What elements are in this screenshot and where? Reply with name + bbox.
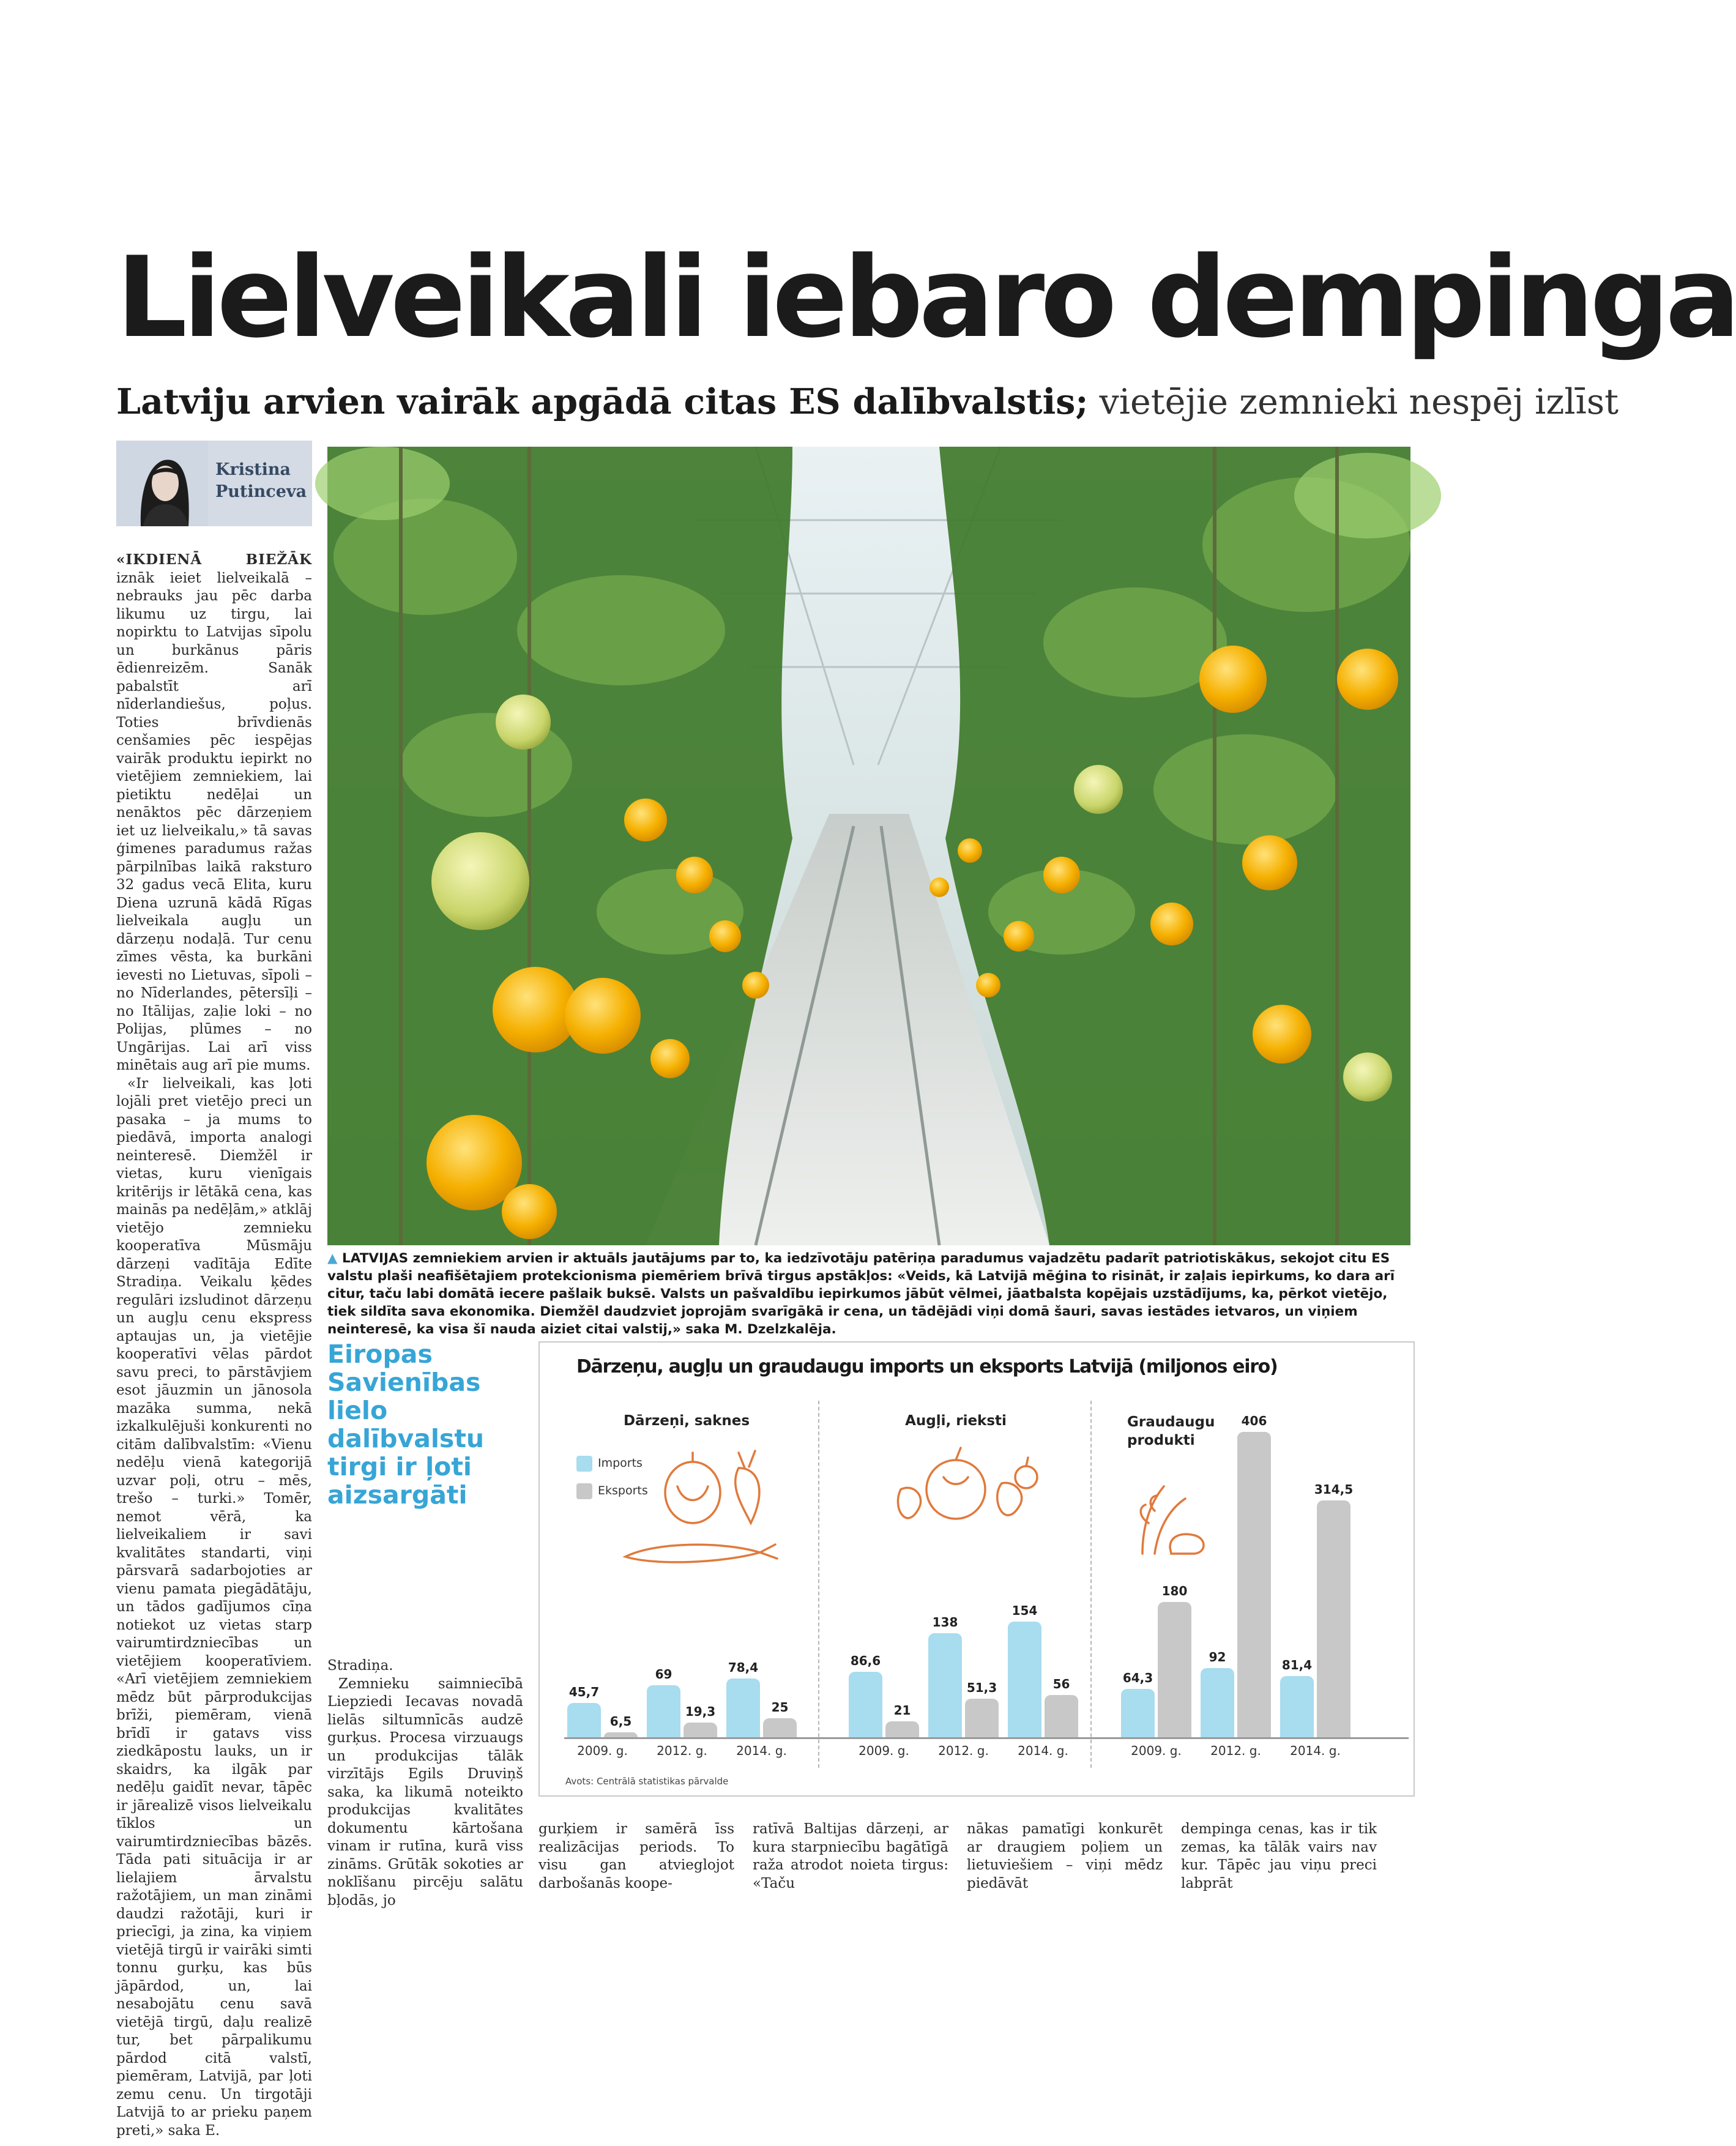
chart-source: Avots: Centrālā statistikas pārvalde <box>565 1776 729 1787</box>
year-tick-label: 2014. g. <box>1290 1743 1341 1758</box>
article-column-5: nākas pamatīgi konkurēt ar draugiem poļiem un lietuviešiem – viņi mēdz piedāvāt <box>967 1821 1163 1891</box>
export-value-label: 314,5 <box>1314 1482 1354 1497</box>
export-value-label: 6,5 <box>609 1714 632 1729</box>
year-tick-label: 2012. g. <box>938 1743 989 1758</box>
article-column-1 <box>116 551 313 2139</box>
legend-exports-label: Eksports <box>598 1484 648 1497</box>
export-bar <box>684 1723 717 1737</box>
import-value-label: 81,4 <box>1281 1657 1313 1672</box>
group-divider <box>1090 1401 1092 1768</box>
lead-in: «IKDIENĀ BIEŽĀK <box>116 551 312 568</box>
article-column-3: gurķiem ir samērā īss realizācijas periods. To visu gan atvieglojot darbošanās koope- <box>538 1821 734 1891</box>
import-export-chart <box>538 1341 1415 1797</box>
import-value-label: 86,6 <box>850 1653 881 1669</box>
export-value-label: 25 <box>771 1700 789 1715</box>
paragraph <box>116 551 312 1075</box>
greenhouse-photo <box>327 447 1410 1245</box>
caption-lead: LATVIJAS <box>342 1251 409 1266</box>
legend-imports-swatch <box>576 1456 592 1472</box>
import-value-label: 45,7 <box>568 1684 600 1699</box>
group-title-fruits: Augļi, rieksti <box>905 1413 1007 1429</box>
article-column-6: dempinga cenas, kas ir tik zemas, ka tālāk vairs nav kur. Tāpēc jau viņu preci labprāt <box>1181 1821 1377 1891</box>
paragraph: Zemnieku saimniecībā Liepziedi Iecavas novadā lielās siltumnīcās audzē gurķus. Procesa virzuaugs un produkcijas tālāk virzītājs Egils Druviņš saka, ka likumā noteikto produkcijas kvalitātes dokumentu kārtošana vinam ir rutīna, kurā viss zināms. Grūtāk sokoties ar noklīšanu pircēju salātu bļodās, jo <box>327 1675 523 1909</box>
year-tick-label: 2014. g. <box>736 1743 787 1758</box>
import-value-label: 64,3 <box>1122 1670 1153 1685</box>
export-bar <box>885 1721 919 1737</box>
export-bar <box>604 1732 638 1737</box>
author-photo <box>116 441 208 526</box>
article-column-2 <box>327 1657 523 1909</box>
group-title-grains: Graudaugu produkti <box>1127 1414 1215 1448</box>
export-bar <box>1045 1695 1078 1737</box>
export-value-label: 19,3 <box>685 1704 716 1719</box>
import-value-label: 154 <box>1011 1603 1038 1618</box>
subhead-light: vietējie zemnieki nespēj izlīst <box>1099 382 1619 422</box>
year-tick-label: 2012. g. <box>1210 1743 1261 1758</box>
export-value-label: 406 <box>1241 1413 1267 1428</box>
pull-quote: Eiropas Savienības lielo dalībvalstu tirgi ir ļoti aizsargāti <box>327 1339 485 1510</box>
fruits-icon <box>882 1440 1048 1544</box>
import-value-label: 92 <box>1209 1649 1226 1664</box>
year-tick-label: 2012. g. <box>657 1743 707 1758</box>
import-bar <box>1280 1676 1314 1737</box>
grains-icon <box>1127 1480 1213 1566</box>
import-value-label: 78,4 <box>728 1660 759 1675</box>
export-bar <box>965 1699 999 1737</box>
author-byline <box>116 441 312 526</box>
photo-caption <box>327 1250 1410 1338</box>
year-tick-label: 2009. g. <box>1131 1743 1182 1758</box>
paragraph: «Ir lielveikali, kas ļoti lojāli pret vietējo preci un pasaka – ja mums to piedāvā, importa analogi neinteresē. Diemžēl ir vietas, kuru vienīgais kritērijs ir lētākā cena, kas mainās pa nedēļām,» atklāj vietējo zemnieku kooperatīva Mūsmāju dārzeņi vadītāja Edīte Stradiņa. Veikalu ķēdes regulāri izsludinot dārzeņu un augļu cenu ekspress aptaujas un, ja vietējie kooperatīvi vēlas pārdot savu preci, to pārstāvjiem esot jāuzmin un jānosola mazāka summa, nekā izkalkulējuši konkurenti no citām dalībvalstīm: «Vienu nedēļu vienā kategorijā uzvar poļi, otru – mēs, trešo – turki.» Tomēr, nemot vērā, ka lielveikaliem ir savi kvalitātes standarti, viņi pārsvarā sadarbojoties ar vienu pamata piegādātāju, un tādos gadījumos cīņa notiekot uz vietas starp vairumtirdzniecības un vietējiem kooperatīviem. «Arī vietējiem zemniekiem mēdz būt pārprodukcijas brīži, piemēram, vienā brīdī ir gatavs viss ziedkāpostu lauks, un ir skaidrs, ka ilgāk par nedēļu gaidīt nevar, tāpēc ir jārealizē visos lielveikalu tīklos un vairumtirdzniecības bāzēs. Tāda pati situācija ir ar lielajiem ārvalstu ražotājiem, un man zināmi daudzi ražotāji, kuri ir priecīgi, ja zina, ka viņiem vietējā tirgū ir vairāki simti tonnu gurķu, kas būs jāpārdod, un, lai nesabojātu cenu savā vietējā tirgū, daļu realizē tur, bet pārpalikumu pārdod citā valstī, piemēram, Latvijā, par ļoti zemu cenu. Un tirgotāji Latvijā to ar prieku paņem preti,» saka E. <box>116 1075 313 2139</box>
vegetables-icon <box>619 1450 791 1572</box>
export-bar <box>1237 1432 1271 1737</box>
export-value-label: 21 <box>893 1703 911 1718</box>
caption-triangle-icon: ▲ <box>327 1251 338 1266</box>
chart-baseline <box>564 1737 1409 1739</box>
chart-title: Dārzeņu, augļu un graudaugu imports un eksports Latvijā (miljonos eiro) <box>576 1356 1278 1377</box>
author-first-name: Kristina <box>215 460 291 479</box>
year-tick-label: 2014. g. <box>1018 1743 1068 1758</box>
author-last-name: Putinceva <box>215 482 307 501</box>
legend-exports-swatch <box>576 1483 592 1499</box>
author-name <box>215 459 313 503</box>
import-bar <box>1121 1689 1155 1737</box>
year-tick-label: 2009. g. <box>577 1743 628 1758</box>
subhead-bold: Latviju arvien vairāk apgādā citas ES dalībvalstis; <box>116 381 1089 422</box>
paragraph-text: iznāk ieiet lielveikalā – nebrauks jau pēc darba likumu uz tirgu, lai nopirktu to Latvijas sīpolu un burkānus pāris ēdienreizēm. Sanāk pabalstīt arī nīderlandiešus, poļus. Toties brīvdienās cenšamies pēc iespējas vairāk produktu iepirkt no vietējiem zemniekiem, lai pietiktu nedēļai un nenāktos pēc dārzeņiem iet uz lielveikalu,» tā savas ģimenes paradumus ražas pārpilnības laikā raksturo 32 gadus vecā Elita, kuru Diena uzrunā kādā Rīgas lielveikala augļu un dārzeņu nodaļā. Tur cenu zīmes vēsta, ka burkāni ievesti no Lietuvas, sīpoli – no Nīderlandes, pētersīļi – no Itālijas, zaļie loki – no Polijas, plūmes – no Ungārijas. Lai arī viss minētais aug arī pie mums. <box>116 570 312 1073</box>
import-value-label: 138 <box>932 1615 958 1630</box>
import-value-label: 69 <box>655 1667 672 1682</box>
import-bar <box>1201 1668 1234 1737</box>
year-tick-label: 2009. g. <box>859 1743 909 1758</box>
export-value-label: 56 <box>1052 1677 1070 1692</box>
export-bar <box>1158 1602 1191 1737</box>
subheadline <box>116 381 1619 422</box>
headline: Lielveikali iebaro dempinga <box>116 233 1736 362</box>
export-value-label: 180 <box>1161 1583 1188 1598</box>
export-bar <box>1317 1500 1350 1737</box>
legend-imports-label: Imports <box>598 1456 643 1470</box>
paragraph: Stradiņa. <box>327 1658 393 1674</box>
group-divider <box>818 1401 819 1768</box>
article-column-4: ratīvā Baltijas dārzeņi, ar kura starpniecību bagātīgā raža atrodot noieta tirgus: «Taču <box>753 1821 948 1891</box>
group-title-vegetables: Dārzeņi, saknes <box>623 1413 750 1429</box>
tomato-greenhouse-illustration <box>327 447 1410 1245</box>
export-bar <box>763 1718 797 1737</box>
caption-text: zemniekiem arvien ir aktuāls jautājums par to, ka iedzīvotāju patēriņa paradumus vajadzētu padarīt patriotiskākus, sekojot citu ES valstu plaši neafišētajiem protekcionisma piemēriem brīvā tirgus apstākļos: «Veids, kā Latvijā mēģina to risināt, ir zaļais iepirkums, ko dara arī citur, taču labi domātā iecere pašlaik buksē. Valsts un pašvaldību iepirkumos jābūt vēlmei, jāatbalsta kopējais uzstādījums, ka, pērkot vietējo, tiek sildīta sava ekonomika. Diemžēl daudzviet joprojām svarīgākā ir cena, un tādējādi viņi domā šauri, savas iestādes ietvaros, un viņiem neinteresē, ka visa šī nauda aiziet citai valstij,» saka M. Dzelzkalēja. <box>327 1251 1395 1337</box>
export-value-label: 51,3 <box>966 1680 997 1695</box>
